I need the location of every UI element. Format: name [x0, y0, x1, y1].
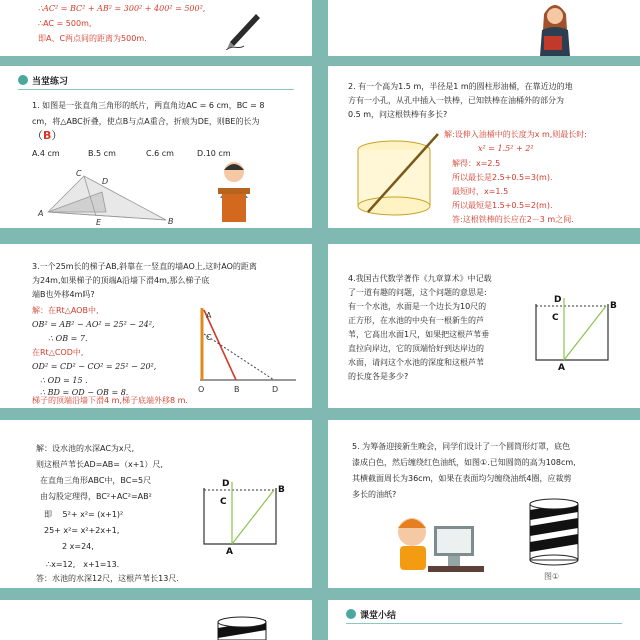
answer-letter: B — [43, 129, 52, 142]
slide-teacher — [328, 0, 640, 56]
question-5-line-4: 多长的油纸? — [352, 490, 397, 499]
label-c: C — [220, 497, 227, 507]
question-5-line-1: 5. 为筹备迎接新生晚会，同学们设计了一个圆筒形灯罩，底色 — [352, 442, 571, 451]
label-d: D — [272, 385, 279, 394]
slide-q2-oil-barrel — [328, 66, 640, 228]
triangle-diagram — [36, 166, 176, 226]
slide-q3-ladder — [0, 244, 312, 408]
solution-line-4: 由勾股定理得，BC²+AC²=AB² — [40, 492, 152, 501]
pond-reed-diagram — [196, 478, 288, 558]
section-title: 课堂小结 — [360, 610, 397, 621]
question-4-line-5: 苇，它高出水面1尺，如果把这根芦苇垂 — [348, 330, 490, 339]
label-c: C — [206, 333, 212, 342]
slide-q5-lampshade — [328, 420, 640, 588]
label-b: B — [610, 301, 617, 311]
solution-line-5: 最短时，x=1.5 — [452, 187, 509, 196]
student-computer-illustration — [388, 508, 484, 578]
striped-cylinder-diagram — [524, 496, 584, 576]
solution-line-3: 解得：x=2.5 — [452, 159, 501, 168]
solution-line-2: ∴AC = 500m, — [38, 19, 92, 28]
solution-line-7: 2 x=24, — [62, 542, 94, 551]
question-2-line-2: 方有一小孔，从孔中插入一铁棒，已知铁棒在油桶外的部分为 — [348, 96, 564, 105]
slide-q4-reed — [328, 244, 640, 408]
solution-line-9: 答：水池的水深12尺，这根芦苇长13尺. — [36, 574, 179, 583]
question-4-line-8: 的长度各是多少? — [348, 372, 409, 381]
label-d: D — [554, 295, 562, 305]
slide-summary — [328, 600, 640, 640]
barrel-diagram — [348, 132, 440, 222]
solution-line-7: ∴ BD = OD − OB = 8. — [40, 388, 129, 397]
section-divider — [18, 89, 294, 90]
solution-line-1: 解：设水池的水深AC为x尺, — [36, 444, 135, 453]
student-podium-illustration — [212, 158, 256, 224]
figure-caption: 图① — [544, 572, 560, 581]
section-divider — [346, 623, 622, 624]
pond-reed-diagram — [528, 294, 620, 370]
label-b: B — [168, 217, 174, 226]
solution-line-6: 所以最短是1.5+0.5=2(m). — [452, 201, 553, 210]
solution-line-6: ∴ OD = 15 . — [40, 376, 88, 385]
slide-practice-q1 — [0, 66, 312, 228]
section-bullet-icon — [346, 609, 356, 619]
label-b: B — [234, 385, 240, 394]
option-d: D.10 cm — [197, 149, 231, 158]
pen-icon — [222, 6, 266, 50]
ladder-diagram — [192, 304, 302, 394]
question-4-line-2: 了一道有趣的问题，这个问题的意思是: — [348, 288, 487, 297]
question-4-line-7: 水面，请问这个水池的深度和这根芦苇 — [348, 358, 484, 367]
label-a: A — [206, 311, 212, 320]
solution-line-2: 则这根芦苇长AD=AB=（x+1）尺, — [36, 460, 164, 469]
question-3-line-1: 3.一个25m长的梯子AB,斜靠在一竖直的墙AO上,这时AO的距离 — [32, 262, 257, 271]
solution-line-8: ∴x=12, x+1=13. — [46, 560, 120, 569]
question-4-line-6: 直拉向岸边，它的顶端恰好到达岸边的 — [348, 344, 484, 353]
label-a: A — [226, 547, 233, 557]
solution-line-1: ∴AC² = BC² + AB² = 300² + 400² = 500², — [38, 4, 206, 13]
label-b: B — [278, 485, 285, 495]
question-4-line-3: 有一个水池，水面是一个边长为10尺的 — [348, 302, 487, 311]
question-1-line-1: 1. 如图是一张直角三角形的纸片，两直角边AC = 6 cm，BC = 8 — [32, 101, 265, 110]
teacher-illustration — [530, 0, 580, 56]
label-e: E — [96, 218, 102, 226]
section-title: 当堂练习 — [32, 76, 69, 87]
option-b: B.5 cm — [88, 149, 116, 158]
label-c: C — [76, 169, 82, 178]
solution-line-2: x² = 1.5² + 2² — [478, 144, 534, 153]
solution-line-3: 在直角三角形ABC中，BC=5尺 — [40, 476, 152, 485]
solution-conclusion: 梯子的顶端沿墙下滑4 m,梯子底端外移8 m. — [32, 396, 188, 405]
question-5-line-3: 其横截面周长为36cm，如果在表面均匀缠绕油纸4圈，应裁剪 — [352, 474, 572, 483]
solution-line-6: 25+ x²= x²+2x+1, — [44, 526, 120, 535]
question-4-line-1: 4.我国古代数学著作《九章算术》中记载 — [348, 274, 492, 283]
question-3-line-3: 端B也外移4m吗? — [32, 290, 95, 299]
option-a: A.4 cm — [32, 149, 60, 158]
question-4-line-4: 正方形，在水池的中央有一根新生的芦 — [348, 316, 484, 325]
section-bullet-icon — [18, 75, 28, 85]
label-d: D — [222, 479, 230, 489]
solution-line-5: OD² = CD² − CO² = 25² − 20², — [32, 362, 157, 371]
option-c: C.6 cm — [146, 149, 174, 158]
solution-line-5: 即 5²+ x²= (x+1)² — [44, 510, 124, 519]
question-1-line-2: cm，将△ABC折叠，使点B与点A重合，折痕为DE，则BE的长为 — [32, 117, 260, 126]
solution-line-3: 即A、C两点间的距离为500m. — [38, 34, 147, 43]
solution-line-4: 所以最长是2.5+0.5=3(m). — [452, 173, 553, 182]
section-header — [346, 606, 396, 622]
solution-line-7: 答:这根铁棒的长应在2－3 m之间. — [452, 215, 574, 224]
slide-cylinder-cropped — [0, 600, 312, 640]
label-a: A — [38, 209, 44, 218]
solution-line-2: OB² = AB² − AO² = 25² − 24², — [32, 320, 155, 329]
solution-line-4: 在Rt△COD中, — [32, 348, 84, 357]
label-c: C — [552, 313, 559, 323]
solution-line-3: ∴ OB = 7. — [48, 334, 88, 343]
solution-line-1: 解:设伸入油桶中的长度为x m,则最长时: — [444, 130, 588, 139]
striped-cylinder-diagram — [212, 614, 272, 640]
question-2-line-3: 0.5 m，问这根铁棒有多长? — [348, 110, 448, 119]
question-5-line-2: 漆成白色，然后缠绕红色油纸，如图①.已知圆筒的高为108cm, — [352, 458, 576, 467]
label-o: O — [198, 385, 205, 394]
question-2-line-1: 2. 有一个高为1.5 m，半径是1 m的圆柱形油桶，在靠近边的地 — [348, 82, 573, 91]
section-header — [18, 72, 68, 88]
slide-solution-ac — [0, 0, 312, 56]
answer-bracket: （B） — [32, 129, 63, 142]
label-a: A — [558, 363, 565, 370]
question-3-line-2: 为24m,如果梯子的顶端A沿墙下滑4m,那么梯子底 — [32, 276, 210, 285]
solution-line-1: 解：在Rt△AOB中, — [32, 306, 99, 315]
slide-q4-solution — [0, 420, 312, 588]
label-d: D — [102, 177, 109, 186]
